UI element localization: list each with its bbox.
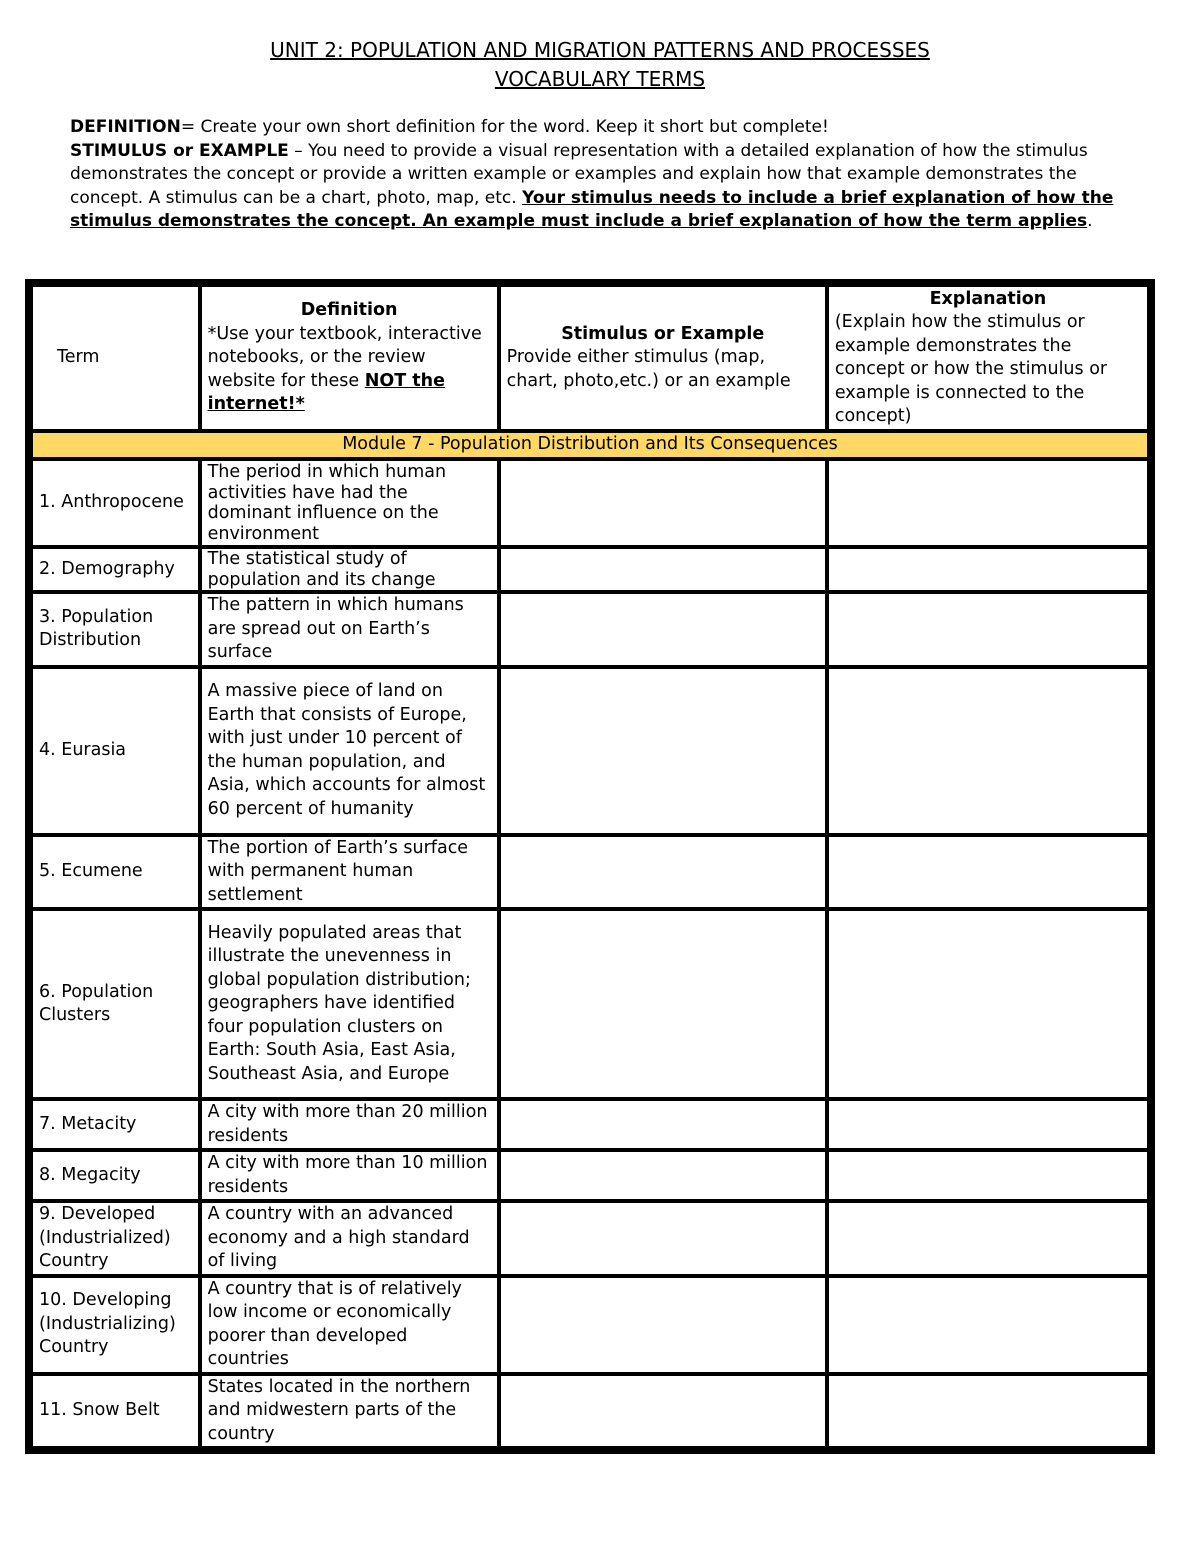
term-cell: 10. Developing (Industrializing) Country: [33, 1278, 198, 1372]
explanation-cell[interactable]: [829, 1278, 1147, 1372]
stimulus-cell[interactable]: [501, 911, 825, 1097]
table-row: [33, 1152, 1147, 1199]
stimulus-cell[interactable]: [501, 669, 825, 833]
definition-header-note: [208, 323, 491, 417]
explanation-header: [829, 287, 1147, 429]
table-row: [33, 837, 1147, 908]
explanation-cell[interactable]: [829, 461, 1147, 545]
definition-cell: The statistical study of population and its change: [202, 549, 497, 590]
definition-cell: A city with more than 10 million residents: [202, 1152, 497, 1199]
stimulus-cell[interactable]: [501, 1101, 825, 1148]
term-cell: 1. Anthropocene: [33, 461, 198, 545]
term-cell: 2. Demography: [33, 549, 198, 590]
stimulus-label: STIMULUS or EXAMPLE: [70, 140, 289, 161]
stimulus-cell[interactable]: [501, 1203, 825, 1274]
vocabulary-table: [25, 279, 1155, 1454]
explanation-cell[interactable]: [829, 669, 1147, 833]
definition-cell: A country that is of relatively low income or economically poorer than developed countries: [202, 1278, 497, 1372]
explanation-cell[interactable]: [829, 1203, 1147, 1274]
stimulus-cell[interactable]: [501, 594, 825, 665]
module-row: [33, 433, 1147, 457]
stimulus-text: – You need to provide a visual representation with a detailed explanation of how the stimulus demonstrates the concept or provide a written example or examples and explain how that example demonstrates the concept. A stimulus can be a chart, photo, map, etc.: [70, 140, 1088, 208]
explanation-cell[interactable]: [829, 1376, 1147, 1447]
stimulus-cell[interactable]: [501, 461, 825, 545]
term-cell: 4. Eurasia: [33, 669, 198, 833]
stimulus-cell[interactable]: [501, 1152, 825, 1199]
explanation-header-note: (Explain how the stimulus or example demonstrates the concept or how the stimulus or example is connected to the concept): [834, 312, 1108, 426]
document-title: [0, 36, 1200, 94]
stimulus-header-note: Provide either stimulus (map, chart, photo,etc.) or an example: [506, 347, 791, 391]
definition-header-title: Definition: [300, 300, 398, 321]
definition-label: DEFINITION: [70, 117, 181, 137]
stimulus-cell[interactable]: [501, 1376, 825, 1447]
definition-cell: The pattern in which humans are spread out on Earth’s surface: [202, 594, 497, 665]
definition-cell: A country with an advanced economy and a high standard of living: [202, 1203, 497, 1274]
table-row: [33, 911, 1147, 1097]
table-row: [33, 594, 1147, 665]
definition-note-text: *Use your textbook, interactive notebooks, or the review website for these: [207, 323, 482, 391]
stimulus-header-title: Stimulus or Example: [561, 323, 765, 344]
term-cell: 11. Snow Belt: [33, 1376, 198, 1447]
explanation-cell[interactable]: [829, 911, 1147, 1097]
definition-cell: States located in the northern and midwestern parts of the country: [202, 1376, 497, 1447]
definition-text: = Create your own short definition for the word. Keep it short but complete!: [180, 117, 829, 137]
explanation-cell[interactable]: [829, 837, 1147, 908]
module-heading: Module 7 - Population Distribution and Its Consequences: [33, 433, 1147, 457]
table-row: [33, 461, 1147, 545]
definition-cell: A massive piece of land on Earth that consists of Europe, with just under 10 percent of the human population, and Asia, which accounts for almost 60 percent of humanity: [202, 669, 497, 833]
definition-cell: The period in which human activities have had the dominant influence on the environment: [202, 461, 497, 545]
header-row: [33, 287, 1147, 429]
stimulus-cell[interactable]: [501, 837, 825, 908]
term-cell: 7. Metacity: [33, 1101, 198, 1148]
title-line-1: UNIT 2: POPULATION AND MIGRATION PATTERNS AND PROCESSES: [270, 38, 930, 62]
explanation-cell[interactable]: [829, 1101, 1147, 1148]
table-row: [33, 1278, 1147, 1372]
definition-cell: The portion of Earth’s surface with permanent human settlement: [202, 837, 497, 908]
definition-note-emphasis: NOT the internet!*: [207, 370, 445, 415]
definition-cell: A city with more than 20 million residents: [202, 1101, 497, 1148]
term-header: Term: [33, 287, 198, 429]
title-line-2: VOCABULARY TERMS: [494, 67, 706, 91]
definition-cell: Heavily populated areas that illustrate the unevenness in global population distribution; geographers have identified four population clusters on Earth: South Asia, East Asia, Southeast Asia, and Europe: [202, 911, 497, 1097]
definition-instruction: [70, 116, 1120, 140]
stimulus-instruction: [70, 140, 1120, 234]
explanation-cell[interactable]: [829, 594, 1147, 665]
table-row: [33, 669, 1147, 833]
explanation-cell[interactable]: [829, 1152, 1147, 1199]
explanation-cell[interactable]: [829, 549, 1147, 590]
stimulus-cell[interactable]: [501, 1278, 825, 1372]
table-row: [33, 1203, 1147, 1274]
definition-header: [202, 287, 497, 429]
stimulus-header: [501, 287, 825, 429]
explanation-header-title: Explanation: [929, 288, 1047, 309]
instructions: [70, 116, 1120, 234]
stimulus-cell[interactable]: [501, 549, 825, 590]
term-cell: 9. Developed (Industrialized) Country: [33, 1203, 198, 1274]
term-cell: 5. Ecumene: [33, 837, 198, 908]
term-cell: 3. Population Distribution: [33, 594, 198, 665]
stimulus-emphasis: Your stimulus needs to include a brief explanation of how the stimulus demonstrates the concept. An example must include a brief explanation of how the term applies: [70, 187, 1114, 231]
table-row: [33, 1101, 1147, 1148]
term-cell: 6. Population Clusters: [33, 911, 198, 1097]
table-row: [33, 1376, 1147, 1447]
stimulus-end: .: [1087, 211, 1093, 231]
term-cell: 8. Megacity: [33, 1152, 198, 1199]
table-row: [33, 549, 1147, 590]
